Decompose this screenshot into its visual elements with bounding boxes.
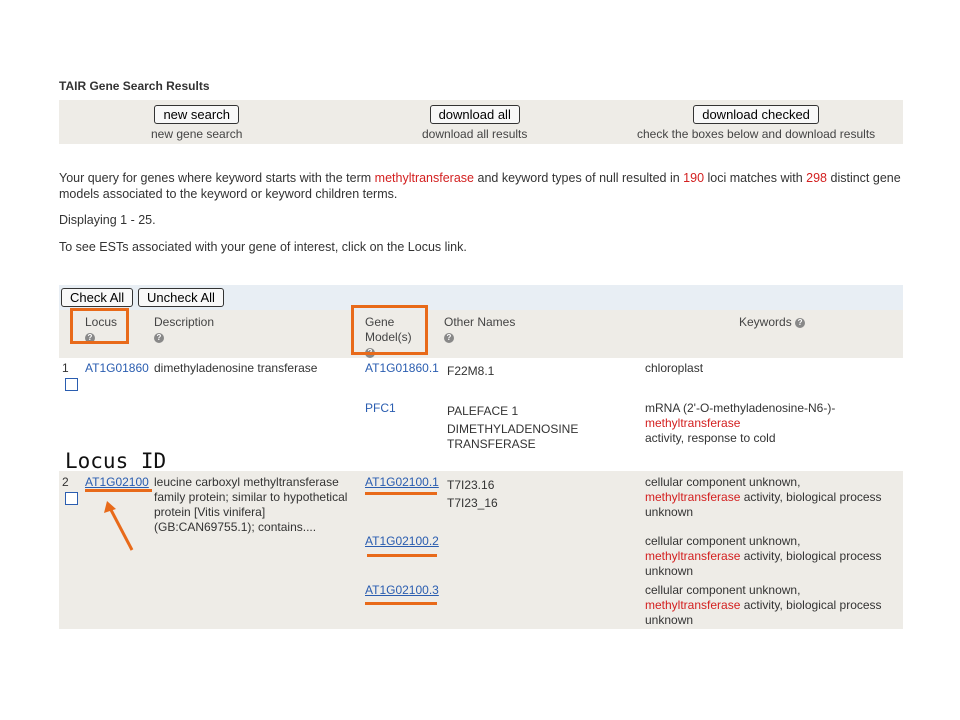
header-other-names-label: Other Names bbox=[444, 315, 516, 329]
keyword-highlight: methyltransferase bbox=[645, 549, 741, 563]
header-other-names[interactable] bbox=[444, 315, 515, 345]
header-description[interactable] bbox=[154, 315, 214, 345]
models-count: 298 bbox=[806, 171, 828, 185]
download-checked-button[interactable]: download checked bbox=[693, 105, 819, 124]
action-bar bbox=[59, 100, 903, 144]
row-number: 1 bbox=[62, 361, 69, 375]
help-icon[interactable]: ? bbox=[444, 333, 454, 343]
check-all-button[interactable]: Check All bbox=[61, 288, 133, 307]
annotation-arrow-icon bbox=[100, 498, 140, 554]
keywords-pre: mRNA (2'-O-methyladenosine-N6-)- bbox=[645, 401, 836, 415]
keywords-post: activity, biological process unknown bbox=[645, 549, 882, 578]
keywords-post: activity, response to cold bbox=[645, 431, 776, 445]
keywords-pre: cellular component unknown, bbox=[645, 583, 801, 597]
other-name: T7I23.16 bbox=[447, 478, 495, 492]
keywords-text: chloroplast bbox=[645, 361, 704, 375]
download-checked-action bbox=[637, 105, 875, 141]
keywords-text bbox=[645, 401, 903, 446]
help-icon[interactable]: ? bbox=[85, 333, 95, 343]
row-number: 2 bbox=[62, 475, 69, 489]
help-icon[interactable]: ? bbox=[795, 318, 805, 328]
gene-model-link[interactable]: AT1G02100.2 bbox=[365, 534, 439, 548]
table-header bbox=[59, 310, 903, 358]
gene-model-link[interactable]: AT1G02100.3 bbox=[365, 583, 439, 597]
query-text-2: and keyword types of null resulted in bbox=[474, 171, 684, 185]
query-text-4: distinct gene models associated to the keyword or keyword children terms. bbox=[59, 171, 901, 201]
other-name: T7I23_16 bbox=[447, 496, 498, 510]
locus-link[interactable]: AT1G02100 bbox=[85, 475, 149, 489]
description-text: dimethyladenosine transferase bbox=[154, 361, 318, 375]
query-text-3: loci matches with bbox=[704, 171, 807, 185]
download-checked-caption: check the boxes below and download results bbox=[637, 127, 876, 141]
keyword-highlight: methyltransferase bbox=[645, 416, 741, 430]
query-term: methyltransferase bbox=[374, 171, 475, 185]
keywords-text bbox=[645, 534, 903, 579]
table-row bbox=[59, 358, 903, 471]
download-all-action bbox=[422, 105, 527, 141]
query-summary bbox=[59, 170, 903, 202]
help-icon[interactable]: ? bbox=[154, 333, 164, 343]
table-row bbox=[59, 471, 903, 629]
keyword-highlight: methyltransferase bbox=[645, 598, 741, 612]
header-keywords[interactable] bbox=[739, 315, 805, 330]
table-toolbar bbox=[59, 285, 903, 310]
keywords-text bbox=[645, 475, 903, 520]
row-checkbox[interactable] bbox=[65, 492, 78, 505]
other-name: F22M8.1 bbox=[447, 364, 495, 378]
gene-model-link[interactable]: AT1G02100.1 bbox=[365, 475, 439, 489]
header-gene-model-label: Gene Model(s) bbox=[365, 315, 412, 344]
locus-link[interactable]: AT1G01860 bbox=[85, 361, 149, 375]
download-all-caption: download all results bbox=[422, 127, 528, 141]
page-title: TAIR Gene Search Results bbox=[59, 79, 210, 93]
header-locus-label: Locus bbox=[85, 315, 118, 329]
download-all-button[interactable]: download all bbox=[430, 105, 520, 124]
new-search-button[interactable]: new search bbox=[154, 105, 238, 124]
gene-model-header-highlight-box bbox=[351, 305, 428, 355]
uncheck-all-button[interactable]: Uncheck All bbox=[138, 288, 224, 307]
keyword-highlight: methyltransferase bbox=[645, 490, 741, 504]
keywords-text bbox=[645, 583, 903, 628]
description-text: leucine carboxyl methyltransferase family protein; similar to hypothetical protein [Vitis vinifera] (GB:CAN69755.1); contains.... bbox=[154, 475, 348, 534]
other-name: PALEFACE 1 bbox=[447, 404, 519, 418]
gene-model-link[interactable]: PFC1 bbox=[365, 401, 396, 415]
keywords-pre: cellular component unknown, bbox=[645, 534, 801, 548]
help-icon[interactable]: ? bbox=[365, 348, 375, 358]
row-checkbox[interactable] bbox=[65, 378, 78, 391]
header-description-label: Description bbox=[154, 315, 215, 329]
keywords-post: activity, biological process unknown bbox=[645, 490, 882, 519]
locus-underline-annotation bbox=[85, 489, 152, 492]
gene-model-underline-annotation bbox=[365, 602, 437, 605]
keywords-pre: cellular component unknown, bbox=[645, 475, 801, 489]
locus-header-highlight-box bbox=[70, 308, 129, 344]
gene-model-underline-annotation bbox=[367, 554, 437, 557]
ests-hint: To see ESTs associated with your gene of interest, click on the Locus link. bbox=[59, 240, 467, 254]
header-keywords-label: Keywords bbox=[739, 315, 792, 329]
gene-model-underline-annotation bbox=[365, 492, 437, 495]
displaying-range: Displaying 1 - 25. bbox=[59, 213, 156, 227]
locus-id-annotation-label: Locus ID bbox=[65, 449, 167, 473]
other-name: DIMETHYLADENOSINE TRANSFERASE bbox=[447, 422, 579, 451]
loci-count: 190 bbox=[683, 171, 705, 185]
keywords-post: activity, biological process unknown bbox=[645, 598, 882, 627]
query-text-1: Your query for genes where keyword starts with the term bbox=[59, 171, 375, 185]
new-search-action bbox=[151, 105, 242, 141]
gene-model-link[interactable]: AT1G01860.1 bbox=[365, 361, 439, 375]
new-search-caption: new gene search bbox=[151, 127, 243, 141]
